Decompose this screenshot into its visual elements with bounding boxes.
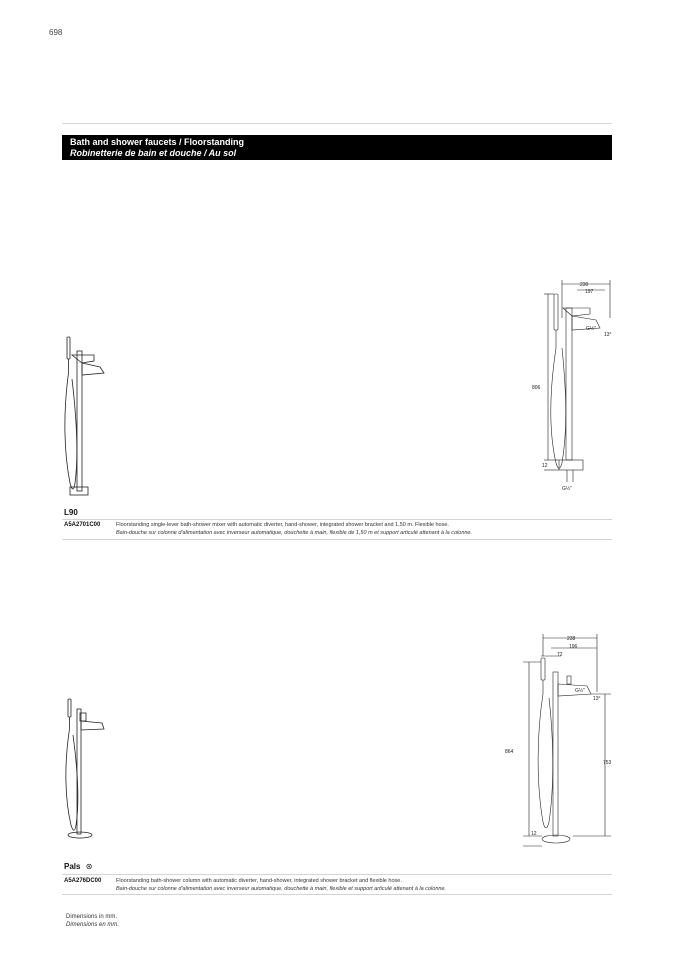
footer-note <box>66 913 119 929</box>
l90-description <box>116 521 611 537</box>
page-number: 698 <box>49 28 63 37</box>
pals-bottom-rule <box>62 894 612 895</box>
l90-dim-bottom-inlet: G½" <box>562 486 572 492</box>
pals-dim-inlet: G½" <box>575 688 585 694</box>
pals-dim-height: 864 <box>505 749 514 755</box>
l90-product-name: L90 <box>64 508 78 517</box>
l90-bottom-rule <box>62 539 612 540</box>
pals-product-name <box>64 862 92 871</box>
footer-note-fr: Dimensions en mm. <box>66 922 120 928</box>
top-rule <box>62 123 612 124</box>
pals-top-rule <box>62 874 612 875</box>
pals-product-code: A5A276DC00 <box>64 878 102 884</box>
l90-description-en: Floorstanding single-lever bath-shower mixer with automatic diverter, hand-shower, integrated shower bracket and 1,50 m. Flexible hose. <box>116 522 449 528</box>
l90-product-code: A5A2701C00 <box>64 522 101 528</box>
pals-dim-thread: 13° <box>593 696 601 702</box>
pals-description-fr: Bain-douche sur colonne d'alimentation avec inverseur automatique, douchette à main, flexible et support articulé attenant à la colonne. <box>116 886 447 892</box>
l90-dim-inlet: G½" <box>586 326 596 332</box>
pals-mark-icon: ⊛ <box>85 862 93 871</box>
pals-product-name-text: Pals <box>64 862 81 871</box>
l90-dim-thread: 13° <box>604 332 612 338</box>
l90-dim-spout: 197 <box>585 289 594 295</box>
pals-dim-base: 12 <box>531 831 537 837</box>
section-header <box>62 135 612 160</box>
footer-note-en: Dimensions in mm. <box>66 914 118 920</box>
l90-dim-height: 806 <box>532 385 541 391</box>
pals-dim-spout-height: 753 <box>603 760 612 766</box>
pals-dim-handshower: 72 <box>557 652 563 658</box>
l90-dim-base: 12 <box>542 463 548 469</box>
l90-product-photo <box>60 333 110 498</box>
l90-technical-drawing <box>530 278 615 496</box>
pals-description-en: Floorstanding bath-shower column with automatic diverter, hand-shower, integrated shower bracket and flexible hose. <box>116 878 402 884</box>
l90-dim-width: 230 <box>580 282 589 288</box>
section-title-en: Bath and shower faucets / Floorstanding <box>70 137 245 147</box>
pals-dim-spout: 196 <box>569 644 578 650</box>
l90-top-rule <box>62 519 612 520</box>
pals-dim-width: 238 <box>567 636 576 642</box>
pals-technical-drawing <box>505 632 620 854</box>
section-title-fr: Robinetterie de bain et douche / Au sol <box>70 148 237 158</box>
pals-description <box>116 877 611 893</box>
pals-product-photo <box>62 695 110 845</box>
l90-description-fr: Bain-douche sur colonne d'alimentation avec inverseur automatique, douchette à main, flexible de 1,50 m et support articulé attenant à la colonne. <box>116 530 473 536</box>
